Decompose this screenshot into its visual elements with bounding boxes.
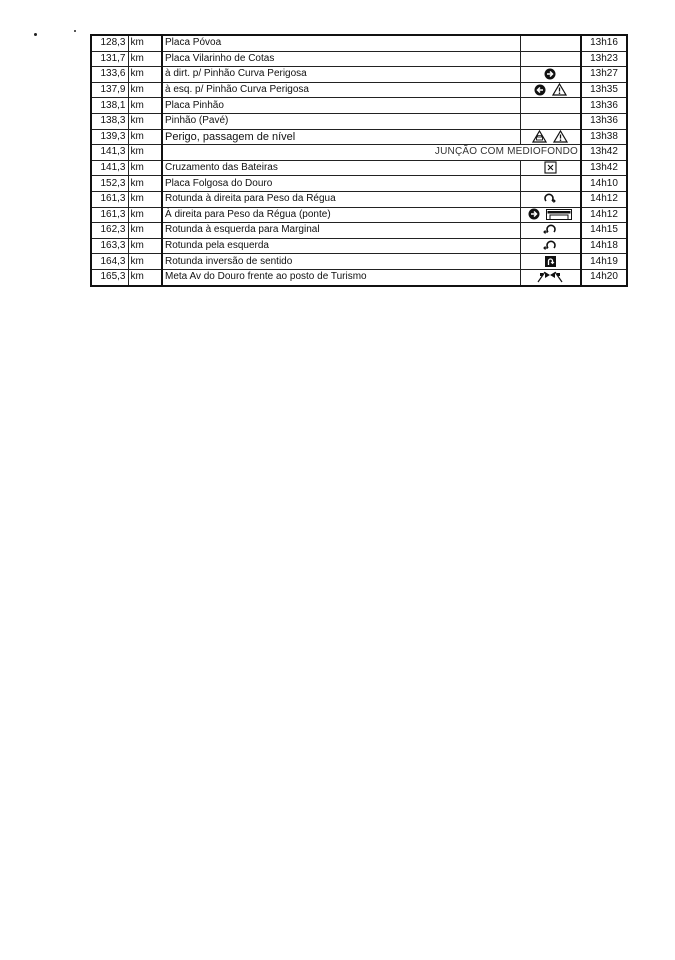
unit-cell: km [128,145,162,161]
time-cell: 13h36 [581,113,627,129]
distance-cell: 161,3 [91,207,128,223]
distance-cell: 163,3 [91,238,128,254]
symbol-cell [520,254,581,270]
time-cell: 13h42 [581,145,627,161]
distance-cell: 128,3 [91,35,128,51]
distance-cell: 138,1 [91,98,128,114]
symbol-cell [520,98,581,114]
finish-flags-icon [535,271,565,283]
distance-cell: 161,3 [91,191,128,207]
symbol-cell [520,113,581,129]
waypoint-cell: Rotunda à direita para Peso da Régua [162,191,520,207]
unit-cell: km [128,191,162,207]
symbol-cell [520,207,581,223]
crossroads-sign-icon [544,161,557,174]
unit-cell: km [128,67,162,83]
symbol-cell [520,223,581,239]
table-row [91,223,627,239]
distance-cell: 138,3 [91,113,128,129]
table-row [91,238,627,254]
waypoint-cell: Meta Av do Douro frente ao posto de Turismo [162,269,520,285]
route-table-body [91,35,627,286]
junction-note-cell: JUNÇÃO COM MEDIOFONDO [162,145,581,161]
time-cell: 14h19 [581,254,627,270]
table-row [91,51,627,67]
waypoint-cell: Rotunda pela esquerda [162,238,520,254]
table-row [91,176,627,192]
symbol-cell [520,269,581,285]
time-cell: 14h10 [581,176,627,192]
time-cell: 14h15 [581,223,627,239]
waypoint-cell: Placa Folgosa do Douro [162,176,520,192]
unit-cell: km [128,254,162,270]
symbol-cell [520,160,581,176]
warning-triangle-icon [552,83,567,96]
distance-cell: 152,3 [91,176,128,192]
distance-cell: 162,3 [91,223,128,239]
time-cell: 13h38 [581,129,627,145]
table-row [91,129,627,145]
waypoint-cell: Pinhão (Pavé) [162,113,520,129]
table-row [91,269,627,285]
bridge-icon [546,209,572,220]
unit-cell: km [128,223,162,239]
table-row [91,160,627,176]
unit-cell: km [128,238,162,254]
roundabout-left-icon [542,239,558,252]
table-row [91,113,627,129]
unit-cell: km [128,129,162,145]
waypoint-cell: À direita para Peso da Régua (ponte) [162,207,520,223]
unit-cell: km [128,207,162,223]
table-row [91,82,627,98]
table-row [91,35,627,51]
time-cell: 13h27 [581,67,627,83]
scan-speck [74,30,76,32]
distance-cell: 133,6 [91,67,128,83]
waypoint-cell: Rotunda à esquerda para Marginal [162,223,520,239]
unit-cell: km [128,51,162,67]
waypoint-cell: Cruzamento das Bateiras [162,160,520,176]
symbol-cell [520,67,581,83]
unit-cell: km [128,113,162,129]
waypoint-cell: Placa Póvoa [162,35,520,51]
time-cell: 13h36 [581,98,627,114]
railway-crossing-icon [532,130,547,143]
symbol-cell [520,82,581,98]
unit-cell: km [128,176,162,192]
unit-cell: km [128,82,162,98]
arrow-right-circle-icon [528,208,540,220]
symbol-cell [520,129,581,145]
table-row [91,67,627,83]
time-cell: 14h12 [581,207,627,223]
time-cell: 13h23 [581,51,627,67]
arrow-right-circle-icon [544,68,556,80]
time-cell: 14h20 [581,269,627,285]
distance-cell: 165,3 [91,269,128,285]
symbol-cell [520,51,581,67]
table-row [91,207,627,223]
distance-cell: 141,3 [91,160,128,176]
time-cell: 14h12 [581,191,627,207]
time-cell: 13h16 [581,35,627,51]
waypoint-cell: Rotunda inversão de sentido [162,254,520,270]
symbol-cell [520,191,581,207]
distance-cell: 141,3 [91,145,128,161]
unit-cell: km [128,269,162,285]
waypoint-cell: Perigo, passagem de nível [162,129,520,145]
table-row [91,254,627,270]
scan-speck [34,33,37,36]
symbol-cell [520,35,581,51]
waypoint-cell: à esq. p/ Pinhão Curva Perigosa [162,82,520,98]
unit-cell: km [128,35,162,51]
time-cell: 13h42 [581,160,627,176]
distance-cell: 137,9 [91,82,128,98]
time-cell: 13h35 [581,82,627,98]
waypoint-cell: à dirt. p/ Pinhão Curva Perigosa [162,67,520,83]
waypoint-cell: Placa Pinhão [162,98,520,114]
symbol-cell [520,176,581,192]
distance-cell: 139,3 [91,129,128,145]
time-cell: 14h18 [581,238,627,254]
table-row [91,145,627,161]
waypoint-cell: Placa Vilarinho de Cotas [162,51,520,67]
distance-cell: 164,3 [91,254,128,270]
u-turn-sign-icon [544,255,557,268]
arrow-left-circle-icon [534,84,546,96]
roundabout-right-icon [542,192,558,205]
route-table [90,34,628,287]
unit-cell: km [128,160,162,176]
symbol-cell [520,238,581,254]
warning-triangle-icon [553,130,568,143]
distance-cell: 131,7 [91,51,128,67]
table-row [91,191,627,207]
table-row [91,98,627,114]
unit-cell: km [128,98,162,114]
roundabout-left-icon [542,223,558,236]
